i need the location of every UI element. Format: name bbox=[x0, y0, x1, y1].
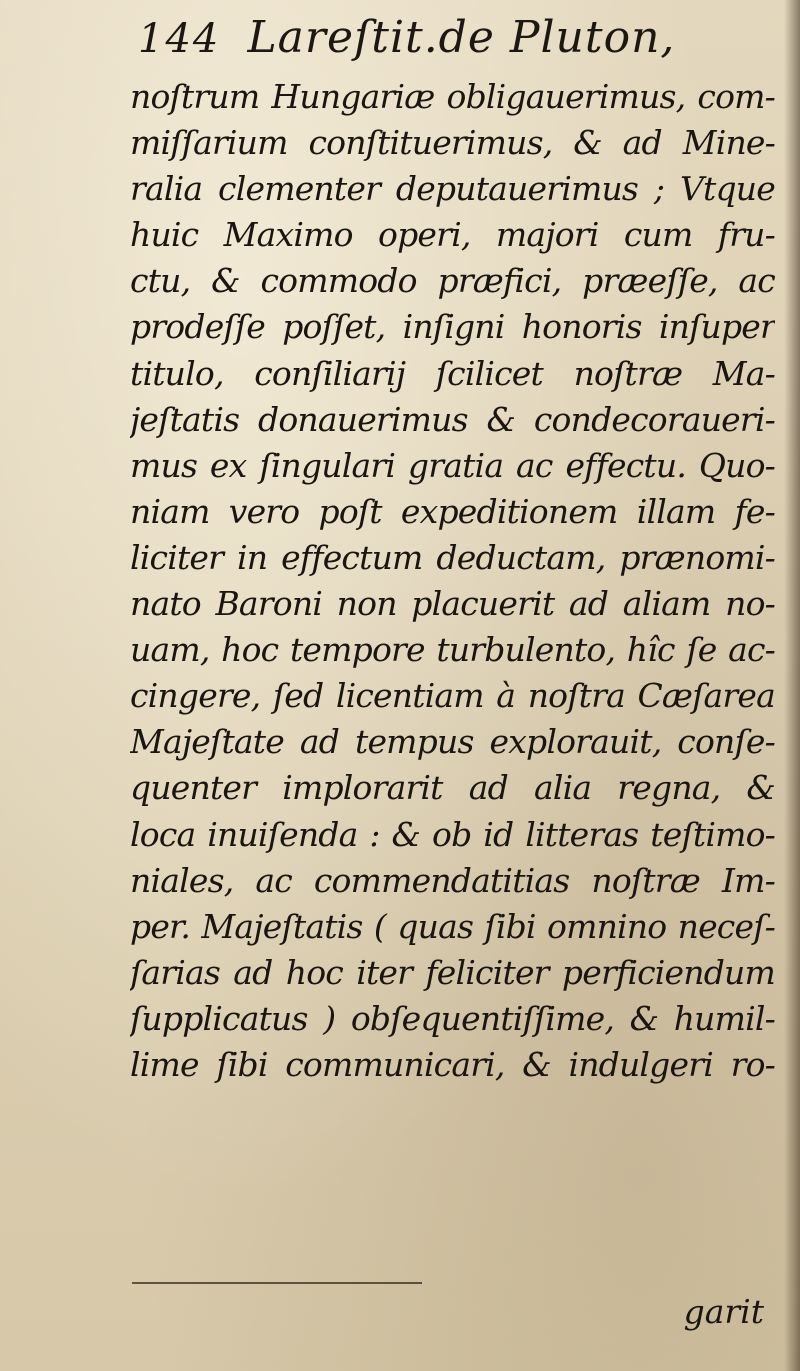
text-line: per. Majeſtatis ( quas ſibi omnino neceſ- bbox=[130, 906, 775, 946]
page-number: 144 bbox=[138, 16, 221, 62]
catchword: garit bbox=[683, 1292, 764, 1331]
text-line: uam, hoc tempore turbulento, hîc ſe ac- bbox=[130, 630, 775, 670]
text-line: ſupplicatus ) obſequentiſſime, & humil- bbox=[130, 998, 775, 1038]
text-line: loca inuiſenda : & ob id litteras teſtimo- bbox=[130, 814, 775, 854]
text-line: lime ſibi communicari, & indulgeri ro- bbox=[130, 1044, 775, 1084]
text-line: liciter in effectum deductam, prænomi- bbox=[130, 537, 775, 577]
text-line: ctu, & commodo præfici, præeſſe, ac bbox=[130, 261, 775, 301]
underline-rule bbox=[132, 1282, 422, 1284]
text-line: nato Baroni non placuerit ad aliam no- bbox=[130, 584, 775, 624]
body-text bbox=[130, 74, 775, 1088]
text-line: noſtrum Hungariæ obligauerimus, com- bbox=[130, 77, 775, 116]
running-head: Lareſtit.de Pluton, bbox=[247, 12, 676, 63]
text-line: cingere, ſed licentiam à noſtra Cæſarea bbox=[130, 676, 775, 716]
text-line: jeſtatis donauerimus & condecoraueri- bbox=[130, 399, 775, 439]
text-line: niales, ac commendatitias noſtræ Im- bbox=[130, 860, 775, 900]
text-line: ſarias ad hoc iter feliciter perficiendum bbox=[130, 952, 775, 992]
text-line: Majeſtate ad tempus explorauit, conſe- bbox=[130, 722, 775, 762]
page-header bbox=[138, 12, 675, 63]
text-line: ralia clementer deputauerimus ; Vtque bbox=[130, 169, 775, 209]
text-line: niam vero poſt expeditionem illam fe- bbox=[130, 491, 775, 531]
text-line: quenter implorarit ad alia regna, & bbox=[130, 768, 775, 808]
text-line: mus ex ſingulari gratia ac effectu. Quo- bbox=[130, 445, 775, 485]
text-line: miſſarium conſtituerimus, & ad Mine- bbox=[130, 123, 775, 163]
text-line: titulo, conſiliarij ſcilicet noſtræ Ma- bbox=[130, 353, 775, 393]
text-line: huic Maximo operi, majori cum fru- bbox=[130, 215, 775, 255]
text-line: prodeſſe poſſet, inſigni honoris inſuper bbox=[130, 307, 775, 347]
